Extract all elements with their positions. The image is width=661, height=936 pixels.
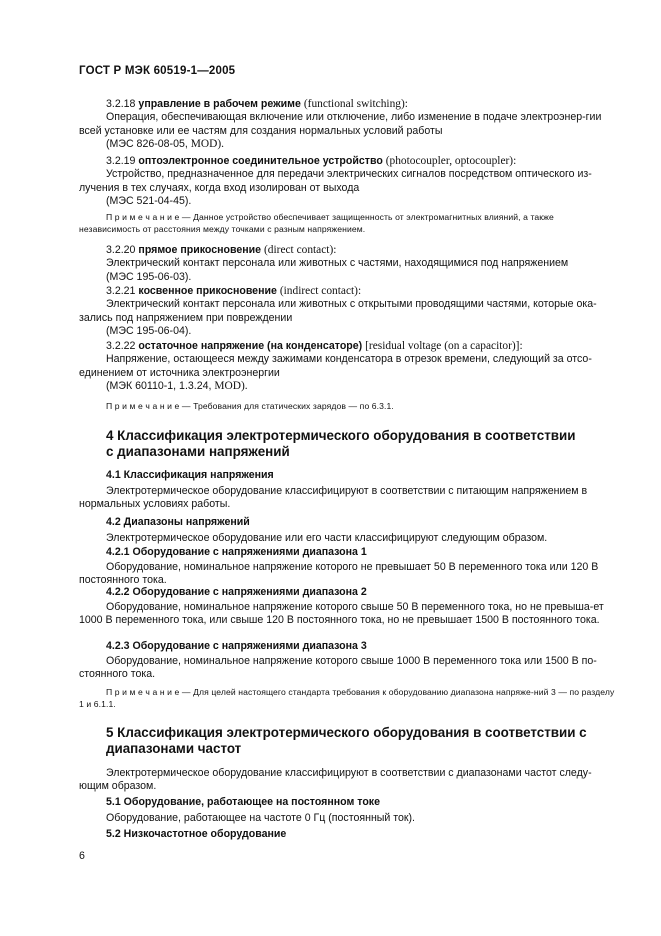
term-definition: Операция, обеспечивающая включение или отключение, либо изменение в подаче электроэнер-гии всей установке или ее частям для создания нормальных условий работы	[79, 111, 602, 137]
note-4-2-3	[79, 687, 615, 710]
subsection-5-1-heading: 5.1 Оборудование, работающее на постоянном токе	[106, 796, 380, 808]
term-3-2-22	[79, 340, 615, 393]
term-reference-mod: MOD).	[214, 379, 248, 392]
term-name: прямое прикосновение	[138, 244, 262, 256]
subsection-4-2-3-heading: 4.2.3 Оборудование с напряжениями диапазона 3	[106, 640, 367, 652]
term-reference: (МЭК 60110-1, 1.3.24,	[106, 379, 212, 392]
page-number: 6	[79, 850, 85, 862]
term-reference: (МЭС 195-06-04).	[106, 324, 192, 337]
term-definition: Электрический контакт персонала или животных с открытыми проводящими частями, которые ока-зались под напряжением при повреждении	[79, 298, 597, 324]
term-3-2-20	[79, 244, 615, 284]
term-reference: (МЭС 195-06-03).	[106, 270, 192, 283]
note-label: П р и м е ч а н и е	[106, 687, 180, 697]
term-name: остаточное напряжение (на конденсаторе)	[138, 340, 363, 352]
term-number: 3.2.20	[106, 244, 136, 256]
term-english: (indirect contact):	[279, 285, 362, 297]
term-reference: (МЭС 826-08-05,	[106, 137, 188, 150]
subsection-4-1-heading: 4.1 Классификация напряжения	[106, 469, 274, 481]
subsection-5-2-heading: 5.2 Низкочастотное оборудование	[106, 828, 287, 840]
note-label: П р и м е ч а н и е	[106, 212, 180, 222]
term-number: 3.2.19	[106, 155, 136, 167]
heading-line: 5 Классификация электротермического оборудования в соответствии с	[106, 725, 587, 740]
heading-line: 4 Классификация электротермического оборудования в соответствии	[106, 428, 576, 443]
term-english: (photocoupler, optocoupler):	[385, 155, 517, 167]
heading-line: с диапазонами напряжений	[106, 444, 290, 459]
note-3-2-19	[79, 212, 615, 235]
term-english: [residual voltage (on a capacitor)]:	[365, 340, 523, 352]
term-reference: (МЭС 521-04-45).	[106, 194, 192, 207]
section-5-heading	[106, 725, 616, 757]
subsection-4-2-2-text: Оборудование, номинальное напряжение которого свыше 50 В переменного тока, но не превыша-ет 1000 В переменного тока, или свыше 120 В постоянного тока, но не превышает 1500 В постоянного тока.	[79, 601, 604, 627]
note-3-2-22	[79, 401, 615, 413]
subsection-4-2-heading: 4.2 Диапазоны напряжений	[106, 516, 250, 528]
term-name: оптоэлектронное соединительное устройство	[138, 155, 383, 167]
term-reference-mod: MOD).	[190, 137, 224, 150]
term-number: 3.2.21	[106, 285, 136, 297]
document-header: ГОСТ Р МЭК 60519-1—2005	[79, 65, 236, 77]
term-number: 3.2.22	[106, 340, 136, 352]
subsection-4-1-text: Электротермическое оборудование классифицируют в соответствии с питающим напряжением в нормальных условиях работы.	[79, 485, 588, 511]
term-english: (functional switching):	[303, 98, 408, 110]
subsection-4-2-1-heading: 4.2.1 Оборудование с напряжениями диапазона 1	[106, 546, 367, 558]
note-text: — Данное устройство обеспечивает защищенность от электромагнитных влияний, а также независимость от расстояния между точками с разным напряжением.	[79, 212, 554, 234]
note-text: — Требования для статических зарядов — по 6.3.1.	[181, 401, 394, 411]
term-definition: Напряжение, остающееся между зажимами конденсатора в отрезок времени, следующий за отсо-единением от источника электроэнергии	[79, 353, 592, 379]
term-number: 3.2.18	[106, 98, 136, 110]
heading-line: диапазонами частот	[106, 741, 242, 756]
section-4-heading	[106, 428, 616, 460]
term-definition: Устройство, предназначенное для передачи электрических сигналов посредством оптического из-лучения в тех случаях, когда вход изолирован от выхода	[79, 168, 592, 194]
term-3-2-19	[79, 155, 615, 208]
term-3-2-18	[79, 98, 615, 151]
subsection-4-2-2-heading: 4.2.2 Оборудование с напряжениями диапазона 2	[106, 586, 367, 598]
term-3-2-21	[79, 285, 615, 338]
term-english: (direct contact):	[264, 244, 337, 256]
term-definition: Электрический контакт персонала или животных с частями, находящимися под напряжением	[106, 257, 569, 270]
term-name: косвенное прикосновение	[138, 285, 277, 297]
section-5-intro: Электротермическое оборудование классифицируют в соответствии с диапазонами частот следу-ющим образом.	[79, 767, 592, 793]
subsection-4-2-1-text: Оборудование, номинальное напряжение которого не превышает 50 В переменного тока или 120 В постоянного тока.	[79, 561, 599, 587]
subsection-4-2-3-text: Оборудование, номинальное напряжение которого свыше 1000 В переменного тока или 1500 В по-стоянного тока.	[79, 655, 597, 681]
note-label: П р и м е ч а н и е	[106, 401, 180, 411]
subsection-4-2-text: Электротермическое оборудование или его части классифицируют следующим образом.	[106, 532, 548, 544]
subsection-5-1-text: Оборудование, работающее на частоте 0 Гц (постоянный ток).	[106, 812, 415, 824]
term-name: управление в рабочем режиме	[138, 98, 301, 110]
note-text: — Для целей настоящего стандарта требования к оборудованию диапазона напряже-ний 3 — по разделу 1 и 6.1.1.	[79, 687, 615, 709]
